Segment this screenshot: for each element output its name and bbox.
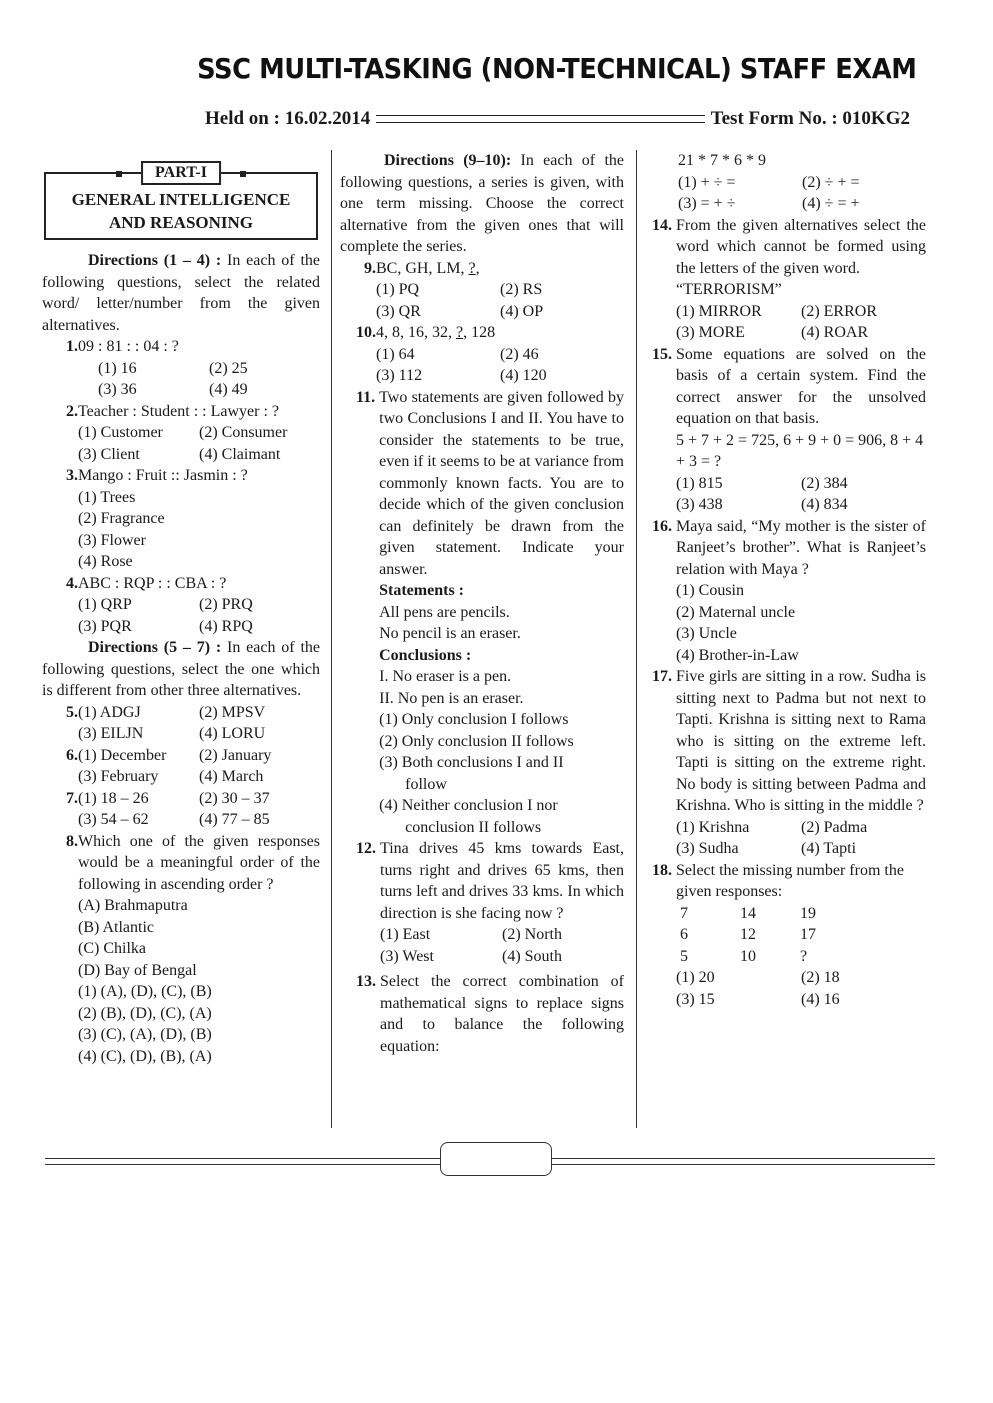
grid-cell: 10 — [740, 947, 756, 965]
option-continued: follow — [405, 775, 447, 793]
part-heading-box — [44, 164, 318, 240]
question-1: 1. 09 : 81 : : 04 : ? (1) 16 (2) 25 (3) 36 (4) 49 — [42, 336, 320, 401]
question-2: 2. Teacher : Student : : Lawyer : ? (1) Customer (2) Consumer (3) Client (4) Claimant — [42, 401, 320, 466]
option: (2) RS — [500, 281, 543, 298]
option: (1) 16 — [98, 359, 137, 377]
option: (1) December — [78, 746, 167, 764]
question-13: 13. Select the correct combination of mathematical signs to replace signs and to balance the following equation: — [340, 971, 624, 1057]
page-number-box — [440, 1142, 552, 1176]
option: (1) 64 — [376, 345, 415, 363]
statement: All pens are pencils. — [379, 603, 510, 621]
option: (3) Both conclusions I and II — [379, 754, 564, 771]
option: (1) (A), (D), (C), (B) — [78, 983, 212, 1000]
question-6: 6. (1) December (2) January (3) February (4) March — [42, 745, 320, 788]
option: (4) 834 — [801, 496, 848, 513]
question-8: 8. Which one of the given responses would be a meaningful order of the following in ascending order ? (A) Brahmaputra (B) Atlantic (C) Chilka (D) Bay of Bengal (1) (A), (D), (C), (B) (2) (B), (D), (C), (A) (3) (C), (A), (D), (B) (4) (C), (D), (B), (A) — [42, 831, 320, 1068]
option: (1) QRP — [78, 596, 132, 613]
option: (1) 18 – 26 — [78, 789, 149, 807]
options — [78, 487, 320, 573]
option: (2) ERROR — [801, 302, 877, 320]
part-heading-line2: AND REASONING — [108, 213, 254, 232]
question-3: 3. Mango : Fruit :: Jasmin : ? (1) Trees (2) Fragrance (3) Flower (4) Rose — [42, 465, 320, 573]
option: (3) 36 — [98, 381, 137, 398]
option: (3) Client — [78, 445, 140, 463]
option: (4) Tapti — [801, 840, 857, 857]
item: (C) Chilka — [78, 940, 146, 957]
column-2 — [340, 150, 624, 1057]
items — [78, 895, 320, 1067]
part-label: PART-I — [141, 161, 221, 185]
column-divider-2 — [636, 150, 637, 1128]
option: (4) 120 — [500, 367, 547, 384]
page-title: SSC MULTI-TASKING (NON-TECHNICAL) STAFF EXAM — [197, 52, 917, 85]
option: (2) Padma — [801, 818, 868, 836]
option: (1) ADGJ — [78, 703, 141, 721]
option: (4) March — [199, 768, 264, 785]
option: (3) = + ÷ — [678, 195, 736, 212]
option: (2) 384 — [801, 474, 848, 492]
option: (1) Krishna — [676, 818, 750, 836]
option: (4) OP — [500, 302, 544, 320]
options — [676, 580, 926, 666]
option: (4) (C), (D), (B), (A) — [78, 1047, 212, 1065]
directions-5-7: Directions (5 – 7) : In each of the following questions, select the one which is different from other three alternatives. — [42, 639, 320, 699]
options — [78, 594, 320, 637]
option: (1) 20 — [676, 969, 715, 986]
question-text: Five girls are sitting in a row. Sudha is sitting next to Padma but not next to Tapti. Krishna is sitting next to Rama who is sitting on the extreme left. Tapti is sitting on the extreme right. No body is sitting between Padma and Krishna. Who is sitting in the middle ? — [676, 668, 926, 814]
column-divider-1 — [331, 150, 332, 1128]
question-text: Teacher : Student : : Lawyer : ? — [78, 402, 280, 420]
option: (1) PQ — [376, 281, 420, 298]
option: (3) West — [380, 947, 434, 965]
test-form-number: Test Form No. : 010KG2 — [710, 108, 910, 129]
option: (2) 18 — [801, 969, 840, 986]
option: (4) LORU — [199, 725, 266, 742]
question-13-continued — [648, 150, 926, 215]
option: (3) 438 — [676, 496, 723, 513]
option: (3) 15 — [676, 990, 715, 1008]
option: (4) South — [502, 947, 562, 965]
question-text: From the given alternatives select the word which cannot be formed using the letters of the given word. — [676, 216, 926, 277]
option: (2) Fragrance — [78, 510, 165, 527]
conclusion: II. No pen is an eraser. — [379, 689, 524, 707]
option: (3) PQR — [78, 617, 132, 635]
option: (2) Maternal uncle — [676, 603, 796, 621]
column-3 — [648, 150, 926, 1010]
option: (4) ÷ = + — [802, 195, 860, 212]
options — [676, 967, 926, 1010]
question-5: 5. (1) ADGJ (2) MPSV (3) EILJN (4) LORU — [42, 702, 320, 745]
options — [78, 745, 320, 788]
question-text: 4, 8, 16, 32, ?, 128 — [376, 324, 496, 341]
option: (1) 815 — [676, 474, 723, 492]
question-14: 14. From the given alternatives select the word which cannot be formed using the letters of the given word. “TERRORISM” (1) MIRROR (2) ERROR (3) MORE (4) ROAR — [648, 215, 926, 344]
option: (3) Sudha — [676, 840, 739, 857]
option: (3) EILJN — [78, 725, 144, 742]
options — [78, 422, 320, 465]
option: (2) ÷ + = — [802, 173, 860, 191]
equation: 21 * 7 * 6 * 9 — [678, 152, 766, 169]
header-double-rule — [376, 115, 704, 123]
option: (4) Brother-in-Law — [676, 646, 799, 664]
options — [376, 344, 624, 387]
option: (4) Neither conclusion I nor — [379, 797, 558, 814]
option: (2) PRQ — [199, 596, 253, 613]
exam-info-row — [205, 106, 910, 132]
question-17: 17. Five girls are sitting in a row. Sudha is sitting next to Padma but not next to Tapti. Krishna is sitting next to Rama who is sitting on the extreme left. Tapti is sitting on the extreme right. No body is sitting between Padma and Krishna. Who is sitting in the middle ? (1) Krishna (2) Padma (3) Sudha (4) Tapti — [648, 666, 926, 860]
part-heading-line1: GENERAL INTELLIGENCE — [71, 190, 291, 209]
option: (4) 77 – 85 — [199, 811, 270, 828]
question-text: Mango : Fruit :: Jasmin : ? — [78, 467, 248, 484]
part-label-marker-left — [116, 171, 122, 177]
options — [676, 473, 926, 516]
conclusions-heading: Conclusions : — [379, 646, 472, 664]
question-text: Which one of the given responses would be a meaningful order of the following in ascending order ? — [78, 832, 320, 893]
options — [676, 817, 926, 860]
option: (4) Rose — [78, 553, 133, 570]
column-1 — [42, 150, 320, 1067]
number-grid — [676, 903, 926, 968]
grid-cell: 7 — [680, 904, 688, 922]
question-text: Some equations are solved on the basis of a certain system. Find the correct answer for the unsolved equation on that basis. — [676, 345, 926, 427]
statements-heading: Statements : — [379, 582, 464, 599]
options — [78, 358, 320, 401]
option: (1) Only conclusion I follows — [379, 711, 569, 728]
held-on-date: Held on : 16.02.2014 — [205, 108, 371, 129]
question-text: Select the missing number from the given responses: — [676, 861, 904, 900]
options — [678, 172, 926, 215]
question-11: 11. Two statements are given followed by two Conclusions I and II. You have to consider the statements to be true, even if it seems to be at variance from commonly known facts. You are to decide which of the given conclusion can definitely be drawn from the given statement. Indicate your answer. Statements : All pens are pencils. No pencil is an eraser. Conclusions : I. No eraser is a pen. II. No pen is an eraser. (1) Only conclusion I follows (2) Only conclusion II follows (3) Both conclusions I and II follow (4) Neither conclusion I nor conclusion II follows — [340, 387, 624, 839]
option: (2) (B), (D), (C), (A) — [78, 1004, 212, 1022]
question-4: 4. ABC : RQP : : CBA : ? (1) QRP (2) PRQ (3) PQR (4) RPQ — [42, 573, 320, 638]
option: (2) 30 – 37 — [199, 789, 270, 807]
question-7: 7. (1) 18 – 26 (2) 30 – 37 (3) 54 – 62 (4) 77 – 85 — [42, 788, 320, 831]
option: (1) + ÷ = — [678, 173, 736, 191]
option: (3) 54 – 62 — [78, 811, 149, 828]
grid-cell: 17 — [800, 926, 816, 943]
option: (3) Flower — [78, 531, 146, 549]
option: (2) MPSV — [199, 703, 266, 721]
equation: 5 + 7 + 2 = 725, 6 + 9 + 0 = 906, 8 + 4 + 3 = ? — [676, 431, 924, 470]
option: (2) Only conclusion II follows — [379, 732, 574, 750]
option: (4) Claimant — [199, 445, 281, 463]
directions-1-4: Directions (1 – 4) : In each of the following questions, select the related word/ letter/number from the given alternatives. — [42, 252, 320, 334]
part-label-marker-right — [240, 171, 246, 177]
option: (2) 46 — [500, 345, 539, 363]
grid-cell: 19 — [800, 904, 816, 922]
question-text: Select the correct combination of mathematical signs to replace signs and to balance the following equation: — [380, 973, 624, 1055]
directions-9-10: Directions (9–10): In each of the following questions, a series is given, with one term missing. Choose the correct alternative from the given ones that will complete the series. — [340, 152, 624, 255]
option: (1) Trees — [78, 488, 136, 506]
question-12: 12. Tina drives 45 kms towards East, turns right and drives 65 kms, then turns left and drives 33 kms. In which direction is she facing now ? (1) East (2) North (3) West (4) South — [340, 838, 624, 967]
option: (2) North — [502, 926, 562, 943]
option: (4) RPQ — [199, 617, 253, 635]
option: (2) Consumer — [199, 424, 288, 441]
options — [78, 702, 320, 745]
option: (1) MIRROR — [676, 302, 762, 320]
item: (B) Atlantic — [78, 918, 154, 936]
option: (1) East — [380, 926, 431, 943]
option: (2) January — [199, 746, 272, 764]
option: (3) 112 — [376, 367, 423, 384]
options — [380, 924, 624, 967]
question-15: 15. Some equations are solved on the basis of a certain system. Find the correct answer for the unsolved equation on that basis. 5 + 7 + 2 = 725, 6 + 9 + 0 = 906, 8 + 4 + 3 = ? (1) 815 (2) 384 (3) 438 (4) 834 — [648, 344, 926, 516]
question-text: 09 : 81 : : 04 : ? — [78, 338, 179, 355]
grid-cell: 6 — [680, 926, 688, 943]
question-text: ABC : RQP : : CBA : ? — [78, 574, 227, 592]
option: (4) ROAR — [801, 324, 869, 341]
question-16: 16. Maya said, “My mother is the sister of Ranjeet’s brother”. What is Ranjeet’s relation with Maya ? (1) Cousin (2) Maternal uncle (3) Uncle (4) Brother-in-Law — [648, 516, 926, 667]
statement: No pencil is an eraser. — [379, 625, 521, 642]
grid-cell: 14 — [740, 904, 756, 922]
option: (3) MORE — [676, 324, 745, 341]
options — [676, 301, 926, 344]
question-9: 9. BC, GH, LM, ?, (1) PQ (2) RS (3) QR (4) OP — [340, 258, 624, 323]
option: (4) 49 — [209, 381, 248, 398]
grid-cell: 5 — [680, 947, 688, 965]
conclusion: I. No eraser is a pen. — [379, 668, 512, 685]
option: (3) QR — [376, 302, 421, 320]
option: (4) 16 — [801, 990, 840, 1008]
question-text: BC, GH, LM, ?, — [376, 259, 480, 277]
options — [376, 279, 624, 322]
option: (1) Customer — [78, 424, 163, 441]
option: (3) Uncle — [676, 625, 737, 642]
question-text: Tina drives 45 kms towards East, turns right and drives 65 kms, then turns left and drives 33 kms. In which direction is she facing now ? — [380, 840, 624, 922]
question-10: 10. 4, 8, 16, 32, ?, 128 (1) 64 (2) 46 (3) 112 (4) 120 — [340, 322, 624, 387]
item: (A) Brahmaputra — [78, 897, 188, 914]
option-continued: conclusion II follows — [405, 818, 542, 836]
question-text: Maya said, “My mother is the sister of Ranjeet’s brother”. What is Ranjeet’s relation with Maya ? — [676, 517, 926, 578]
option: (3) February — [78, 768, 159, 785]
options — [78, 788, 320, 831]
grid-cell: ? — [800, 947, 808, 965]
grid-cell: 12 — [740, 926, 756, 943]
given-word: “TERRORISM” — [676, 281, 782, 298]
question-text: Two statements are given followed by two Conclusions I and II. You have to consider the statements to be true, even if it seems to be at variance from commonly known facts. You are to decide which of the given conclusion can definitely be drawn from the given statement. Indicate your answer. — [379, 388, 624, 578]
item: (D) Bay of Bengal — [78, 961, 197, 979]
question-18: 18. Select the missing number from the given responses: 7 14 19 6 12 17 5 10 ? (1) 20 (2) 18 (3) 15 (4) 16 — [648, 860, 926, 1011]
option: (3) (C), (A), (D), (B) — [78, 1026, 212, 1043]
option: (1) Cousin — [676, 582, 744, 599]
option: (2) 25 — [209, 359, 248, 377]
